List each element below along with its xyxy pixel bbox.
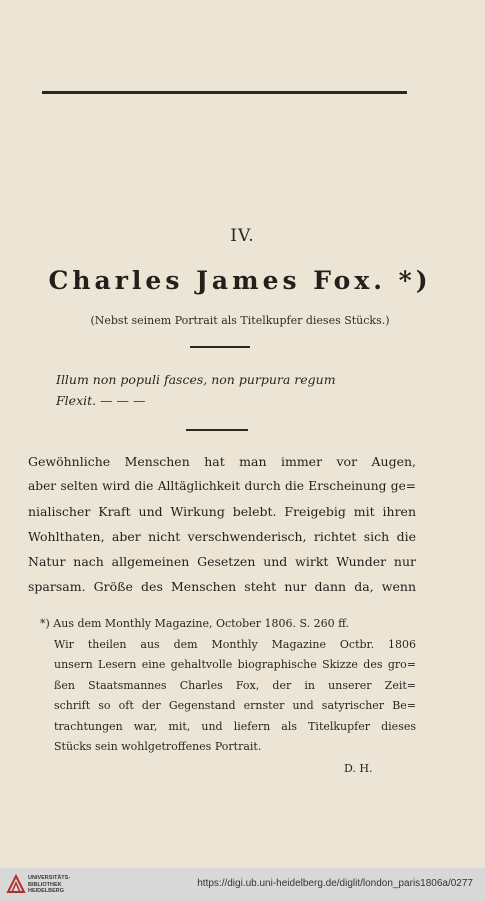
top-rule [42, 91, 407, 94]
library-name-line: HEIDELBERG [28, 888, 65, 894]
epigraph [56, 369, 376, 411]
divider-rule [186, 429, 248, 431]
article-subtitle: (Nebst seinem Portrait als Titelkupfer dieses Stücks.) [90, 314, 390, 327]
body-line: Wohlthaten, aber nicht verschwenderisch, richtet sich die [28, 529, 416, 544]
footnote-line: Stücks sein wohlgetroffenes Portrait. [54, 740, 262, 753]
footnote-line: ßen Staatsmannes Charles Fox, der in unserer Zeit= [54, 678, 416, 692]
body-line: Natur nach allgemeinen Gesetzen und wirkt Wunder nur [28, 554, 416, 569]
footnote-line: Wir theilen aus dem Monthly Magazine Octbr. 1806 [54, 637, 416, 651]
library-name-line: BIBLIOTHEK [28, 881, 62, 888]
library-name [28, 875, 88, 895]
footnote-line: unsern Lesern eine gehaltvolle biographische Skizze des gro= [54, 658, 416, 671]
epigraph-line: Flexit. — — — [56, 393, 146, 408]
body-line: sparsam. Größe des Menschen steht nur dann da, wenn [28, 579, 416, 594]
body-line: nialischer Kraft und Wirkung belebt. Freigebig mit ihren [28, 504, 416, 519]
body-line: aber selten wird die Alltäglichkeit durch die Erscheinung ge= [28, 479, 416, 493]
footnote-line: schrift so oft der Gegenstand ernster und satyrischer Be= [54, 699, 416, 712]
footnote-line: trachtungen war, mit, und liefern als Titelkupfer dieses [54, 719, 416, 733]
article-title: Charles James Fox. *) [48, 266, 432, 295]
body-line: Gewöhnliche Menschen hat man immer vor Augen, [28, 454, 416, 469]
viewer-footer [0, 868, 485, 901]
footnote [40, 614, 416, 758]
chapter-number: IV. [230, 226, 255, 246]
epigraph-line: Illum non populi fasces, non purpura regum [56, 372, 336, 387]
footnote-line: *) Aus dem Monthly Magazine, October 1806. S. 260 ff. [40, 617, 350, 630]
page-url-link[interactable]: https://digi.ub.uni-heidelberg.de/diglit/london_paris1806a/0277 [197, 878, 473, 889]
university-library-logo-icon [6, 874, 26, 894]
signature: D. H. [344, 762, 373, 775]
body-text [28, 449, 416, 599]
library-name-line: UNIVERSITÄTS- [28, 875, 71, 881]
divider-rule [190, 346, 250, 348]
